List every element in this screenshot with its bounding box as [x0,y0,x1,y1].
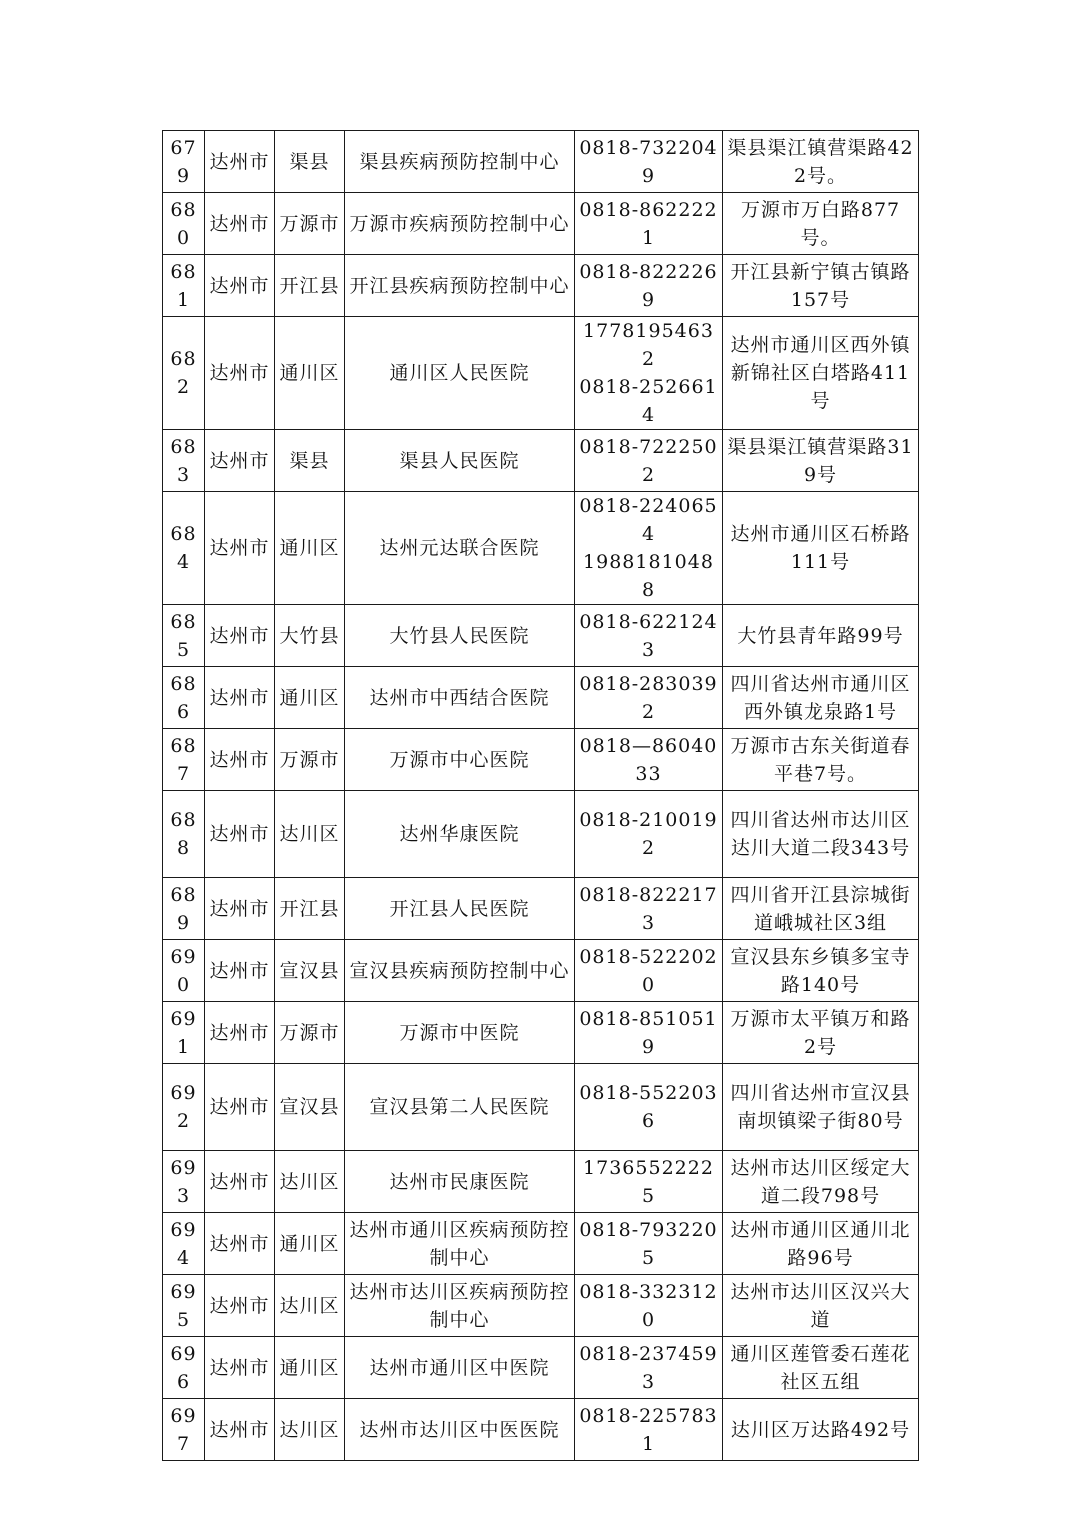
address-cell: 开江县新宁镇古镇路157号 [723,255,919,317]
county-cell: 通川区 [275,492,345,605]
city-cell: 达州市 [205,1151,275,1213]
row-number: 682 [163,317,205,430]
institution-cell: 开江县疾病预防控制中心 [345,255,575,317]
row-number: 697 [163,1399,205,1461]
institution-cell: 宣汉县疾病预防控制中心 [345,940,575,1002]
address-cell: 万源市万白路877号。 [723,193,919,255]
row-number: 692 [163,1064,205,1151]
phone-number: 0818-8622221 [579,198,718,249]
phone-cell [575,791,723,878]
institution-cell: 通川区人民医院 [345,317,575,430]
phone-number: 0818-2257831 [579,1404,718,1455]
city-cell: 达州市 [205,193,275,255]
address-cell: 渠县渠江镇营渠路319号 [723,430,919,492]
row-number: 686 [163,667,205,729]
institution-cell: 达州市民康医院 [345,1151,575,1213]
county-cell: 渠县 [275,131,345,193]
phone-cell [575,131,723,193]
phone-number: 0818-8510519 [579,1007,718,1058]
phone-number: 0818-2526614 [579,376,718,426]
institution-cell: 达州市通川区中医院 [345,1337,575,1399]
institution-cell: 达州市达川区疾病预防控制中心 [345,1275,575,1337]
phone-cell [575,1337,723,1399]
row-number: 695 [163,1275,205,1337]
phone-cell [575,878,723,940]
institution-cell: 达州华康医院 [345,791,575,878]
phone-cell [575,729,723,791]
address-cell: 万源市古东关街道春平巷7号。 [723,729,919,791]
address-cell: 大竹县青年路99号 [723,605,919,667]
county-cell: 通川区 [275,1337,345,1399]
phone-number: 0818-3323120 [579,1280,718,1331]
phone-number: 0818-7932205 [579,1218,718,1269]
institution-cell: 渠县人民医院 [345,430,575,492]
county-cell: 万源市 [275,729,345,791]
phone-cell [575,1399,723,1461]
city-cell: 达州市 [205,1399,275,1461]
phone-number: 17781954632 [583,320,714,370]
county-cell: 万源市 [275,193,345,255]
institution-cell: 万源市疾病预防控制中心 [345,193,575,255]
table-row [163,193,919,255]
city-cell: 达州市 [205,667,275,729]
table-row [163,1275,919,1337]
county-cell: 万源市 [275,1002,345,1064]
city-cell: 达州市 [205,430,275,492]
phone-cell [575,667,723,729]
county-cell: 达川区 [275,1275,345,1337]
address-cell: 达州市通川区通川北路96号 [723,1213,919,1275]
phone-number: 0818-8222269 [579,260,718,311]
table-row [163,1399,919,1461]
institution-cell: 万源市中心医院 [345,729,575,791]
institution-cell: 开江县人民医院 [345,878,575,940]
city-cell: 达州市 [205,729,275,791]
institution-cell: 达州市通川区疾病预防控制中心 [345,1213,575,1275]
row-number: 688 [163,791,205,878]
row-number: 693 [163,1151,205,1213]
row-number: 679 [163,131,205,193]
phone-number: 17365522225 [583,1156,714,1207]
city-cell: 达州市 [205,131,275,193]
table-body [163,131,919,1461]
institution-cell: 达州市达川区中医医院 [345,1399,575,1461]
row-number: 690 [163,940,205,1002]
city-cell: 达州市 [205,1064,275,1151]
table-row [163,1002,919,1064]
address-cell: 四川省开江县淙城街道峨城社区3组 [723,878,919,940]
county-cell: 达川区 [275,1151,345,1213]
county-cell: 开江县 [275,255,345,317]
table-row [163,1064,919,1151]
table-row [163,791,919,878]
phone-cell [575,1275,723,1337]
county-cell: 开江县 [275,878,345,940]
phone-number: 0818-2374593 [579,1342,718,1393]
phone-number: 0818-5522036 [579,1082,718,1132]
address-cell: 四川省达州市通川区西外镇龙泉路1号 [723,667,919,729]
phone-number: 0818-6221243 [579,610,718,661]
county-cell: 达川区 [275,791,345,878]
institution-cell: 宣汉县第二人民医院 [345,1064,575,1151]
phone-cell [575,605,723,667]
county-cell: 通川区 [275,667,345,729]
address-cell: 达州市达川区绥定大道二段798号 [723,1151,919,1213]
phone-cell [575,1064,723,1151]
city-cell: 达州市 [205,492,275,605]
city-cell: 达州市 [205,1275,275,1337]
table-row [163,729,919,791]
phone-cell [575,940,723,1002]
institution-cell: 万源市中医院 [345,1002,575,1064]
city-cell: 达州市 [205,1213,275,1275]
city-cell: 达州市 [205,791,275,878]
city-cell: 达州市 [205,1002,275,1064]
phone-cell [575,193,723,255]
phone-cell [575,255,723,317]
county-cell: 宣汉县 [275,940,345,1002]
city-cell: 达州市 [205,255,275,317]
phone-cell [575,1151,723,1213]
table-row [163,1213,919,1275]
county-cell: 大竹县 [275,605,345,667]
hospital-directory-table [162,130,919,1461]
phone-cell [575,430,723,492]
table-row [163,1337,919,1399]
city-cell: 达州市 [205,878,275,940]
table-row [163,667,919,729]
phone-cell [575,1213,723,1275]
row-number: 683 [163,430,205,492]
county-cell: 通川区 [275,1213,345,1275]
institution-cell: 渠县疾病预防控制中心 [345,131,575,193]
row-number: 680 [163,193,205,255]
city-cell: 达州市 [205,605,275,667]
phone-number: 0818-2100192 [579,809,718,859]
table-row [163,492,919,605]
address-cell: 达州市达川区汉兴大道 [723,1275,919,1337]
table-row [163,940,919,1002]
table-row [163,131,919,193]
phone-number: 0818-7222502 [579,435,718,486]
county-cell: 渠县 [275,430,345,492]
table-row [163,317,919,430]
city-cell: 达州市 [205,1337,275,1399]
table-row [163,255,919,317]
phone-number: 0818-7322049 [579,136,718,187]
phone-number: 0818-2830392 [579,672,718,723]
address-cell: 四川省达州市宣汉县南坝镇梁子街80号 [723,1064,919,1151]
row-number: 694 [163,1213,205,1275]
address-cell: 通川区莲管委石莲花社区五组 [723,1337,919,1399]
phone-cell [575,1002,723,1064]
table-row [163,430,919,492]
city-cell: 达州市 [205,317,275,430]
address-cell: 四川省达州市达川区达川大道二段343号 [723,791,919,878]
phone-number: 0818—8604033 [579,734,718,785]
table-row [163,1151,919,1213]
address-cell: 宣汉县东乡镇多宝寺路140号 [723,940,919,1002]
table-row [163,878,919,940]
county-cell: 达川区 [275,1399,345,1461]
institution-cell: 大竹县人民医院 [345,605,575,667]
row-number: 696 [163,1337,205,1399]
city-cell: 达州市 [205,940,275,1002]
row-number: 684 [163,492,205,605]
phone-number: 19881810488 [583,551,714,601]
row-number: 687 [163,729,205,791]
address-cell: 渠县渠江镇营渠路422号。 [723,131,919,193]
phone-number: 0818-2240654 [579,495,718,545]
institution-cell: 达州市中西结合医院 [345,667,575,729]
address-cell: 万源市太平镇万和路2号 [723,1002,919,1064]
phone-cell [575,492,723,605]
phone-number: 0818-5222020 [579,945,718,996]
table-row [163,605,919,667]
row-number: 689 [163,878,205,940]
row-number: 691 [163,1002,205,1064]
row-number: 681 [163,255,205,317]
county-cell: 宣汉县 [275,1064,345,1151]
phone-number: 0818-8222173 [579,883,718,934]
address-cell: 达川区万达路492号 [723,1399,919,1461]
phone-cell [575,317,723,430]
institution-cell: 达州元达联合医院 [345,492,575,605]
county-cell: 通川区 [275,317,345,430]
address-cell: 达州市通川区西外镇新锦社区白塔路411号 [723,317,919,430]
address-cell: 达州市通川区石桥路111号 [723,492,919,605]
row-number: 685 [163,605,205,667]
